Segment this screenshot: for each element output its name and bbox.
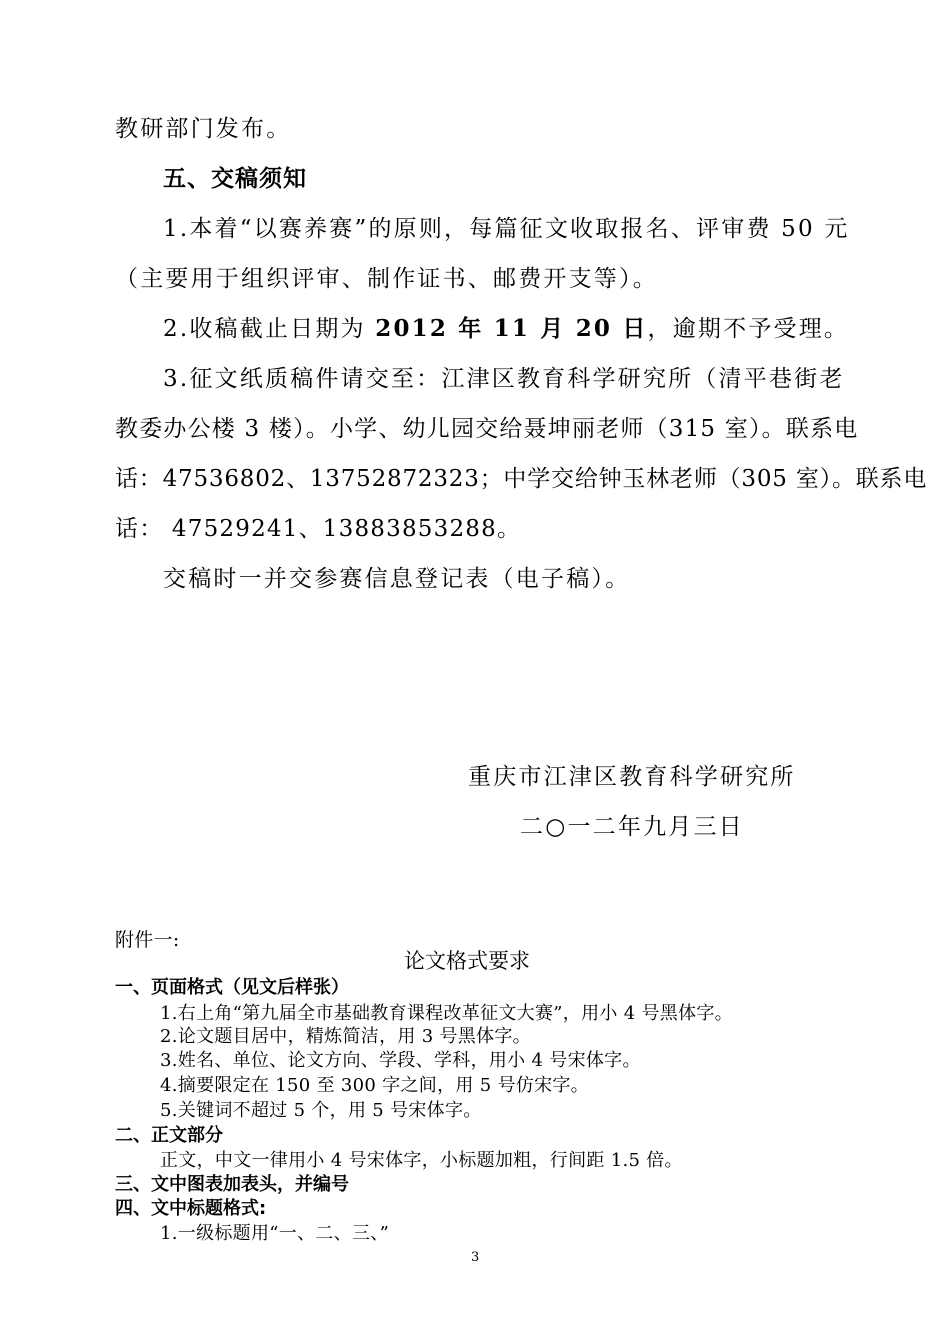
format-section-heading: 二、正文部分: [115, 1125, 223, 1146]
signature-org: 重庆市江津区教育科学研究所: [468, 764, 796, 790]
paragraph-line: 教研部门发布。: [115, 116, 292, 142]
format-item: 4.摘要限定在 150 至 300 字之间，用 5 号仿宋字。: [160, 1075, 589, 1096]
format-section-heading: 四、文中标题格式:: [115, 1198, 267, 1219]
paragraph-line: 1.本着“以赛养赛”的原则，每篇征文收取报名、评审费 50 元: [163, 216, 850, 242]
signature-date: 二○一二年九月三日: [520, 814, 744, 840]
format-item: 3.姓名、单位、论文方向、学段、学科，用小 4 号宋体字。: [160, 1050, 641, 1071]
format-item: 1.右上角“第九届全市基础教育课程改革征文大赛”，用小 4 号黑体字。: [160, 1003, 733, 1024]
format-section-heading: 三、文中图表加表头，并编号: [115, 1174, 349, 1195]
page-number: 3: [471, 1250, 480, 1265]
deadline-suffix: ，逾期不予受理。: [647, 316, 850, 342]
paragraph-line: 教委办公楼 3 楼）。小学、幼儿园交给聂坤丽老师（315 室）。联系电: [115, 416, 859, 442]
paragraph-line: 3.征文纸质稿件请交至：江津区教育科学研究所（清平巷街老: [163, 366, 845, 392]
section-heading: 五、交稿须知: [163, 166, 307, 192]
format-section-heading: 一、页面格式（见文后样张）: [115, 977, 349, 998]
format-item: 5.关键词不超过 5 个，用 5 号宋体字。: [160, 1100, 482, 1121]
format-item: 1.一级标题用“一、二、三、”: [160, 1223, 390, 1244]
deadline-date: 2012 年 11 月 20 日: [375, 315, 648, 342]
attachment-label: 附件一:: [115, 929, 180, 951]
paragraph-line: [163, 310, 849, 343]
paragraph-line: （主要用于组织评审、制作证书、邮费开支等）。: [115, 266, 658, 292]
attachment-title: 论文格式要求: [404, 949, 530, 973]
paragraph-line: 话：47536802、13752872323；中学交给钟玉林老师（305 室）。联系电: [115, 466, 928, 492]
deadline-prefix: 2.收稿截止日期为: [163, 316, 376, 342]
format-item: 正文，中文一律用小 4 号宋体字，小标题加粗，行间距 1.5 倍。: [160, 1150, 683, 1171]
paragraph-line: 话： 47529241、13883853288。: [115, 516, 522, 542]
format-item: 2.论文题目居中，精炼简洁，用 3 号黑体字。: [160, 1026, 531, 1047]
paragraph-line: 交稿时一并交参赛信息登记表（电子稿）。: [163, 566, 631, 592]
